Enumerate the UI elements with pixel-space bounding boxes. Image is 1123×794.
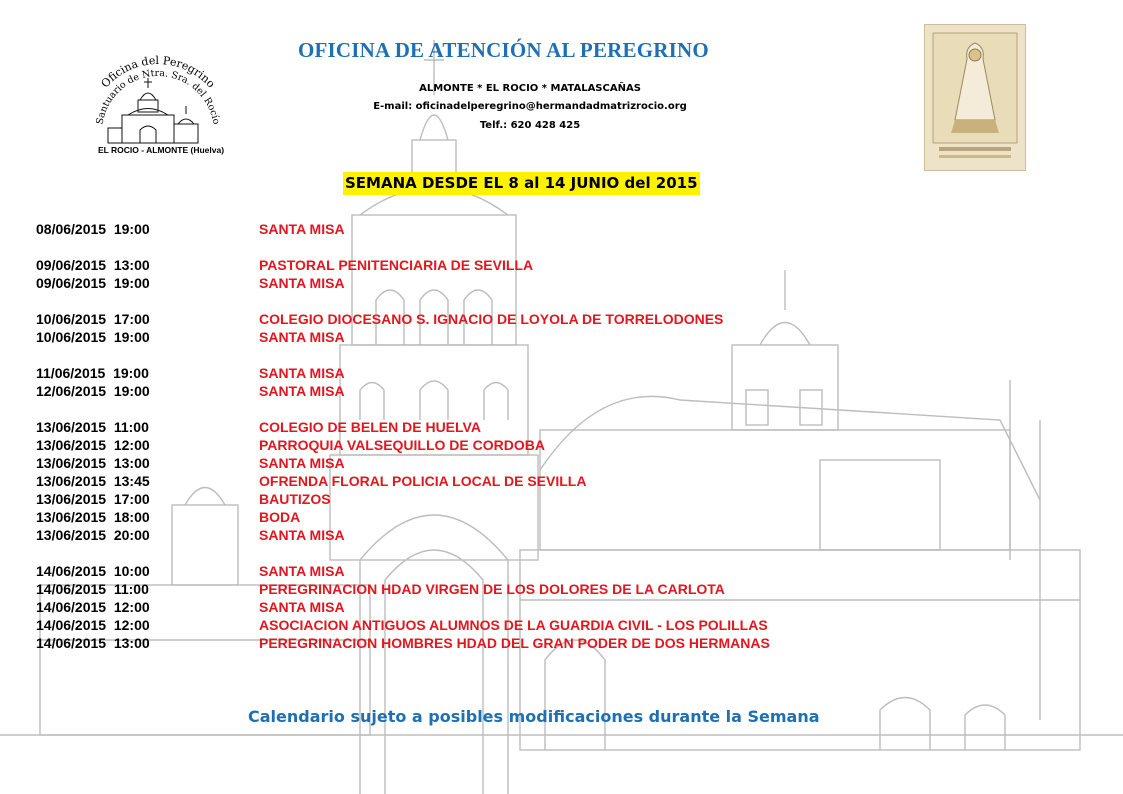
sanctuary-logo-icon xyxy=(78,40,238,160)
schedule-event: OFRENDA FLORAL POLICIA LOCAL DE SEVILLA xyxy=(259,473,587,489)
schedule-datetime: 13/06/2015 13:45 xyxy=(36,473,150,489)
schedule-event: ASOCIACION ANTIGUOS ALUMNOS DE LA GUARDIA CIVIL - LOS POLILLAS xyxy=(259,617,768,633)
schedule-event: SANTA MISA xyxy=(259,599,345,615)
schedule-event: PEREGRINACION HOMBRES HDAD DEL GRAN PODER DE DOS HERMANAS xyxy=(259,635,770,651)
schedule-datetime: 08/06/2015 19:00 xyxy=(36,221,150,237)
schedule-datetime: 13/06/2015 17:00 xyxy=(36,491,150,507)
email-line: E-mail: oficinadelperegrino@hermandadmatrizrocio.org xyxy=(373,101,687,112)
schedule-datetime: 11/06/2015 19:00 xyxy=(36,365,149,381)
logo-arc-text-2: Santuario de Ntra. Sra. del Rocío xyxy=(94,67,222,126)
page-title: OFICINA DE ATENCIÓN AL PEREGRINO xyxy=(298,38,709,62)
towns-line: ALMONTE * EL ROCIO * MATALASCAÑAS xyxy=(419,83,641,94)
schedule-datetime: 13/06/2015 18:00 xyxy=(36,509,150,525)
schedule-datetime: 13/06/2015 11:00 xyxy=(36,419,149,435)
schedule-event: BODA xyxy=(259,509,301,525)
schedule-event: BAUTIZOS xyxy=(259,491,331,507)
logo-caption: EL ROCIO - ALMONTE (Huelva) xyxy=(97,145,225,155)
schedule-event: SANTA MISA xyxy=(259,329,345,345)
schedule-event: SANTA MISA xyxy=(259,221,345,237)
schedule-event: SANTA MISA xyxy=(259,365,345,381)
schedule-datetime: 14/06/2015 13:00 xyxy=(36,635,150,651)
schedule-datetime: 09/06/2015 13:00 xyxy=(36,257,150,273)
schedule-event: SANTA MISA xyxy=(259,455,345,471)
logo-arc-text: Oficina del Peregrino xyxy=(98,54,218,91)
schedule-event: SANTA MISA xyxy=(259,563,345,579)
schedule-event: PASTORAL PENITENCIARIA DE SEVILLA xyxy=(259,257,534,273)
schedule-event: COLEGIO DIOCESANO S. IGNACIO DE LOYOLA DE TORRELODONES xyxy=(259,311,724,327)
schedule-datetime: 14/06/2015 12:00 xyxy=(36,599,150,615)
phone-line: Telf.: 620 428 425 xyxy=(479,120,581,131)
schedule-datetime: 10/06/2015 17:00 xyxy=(36,311,150,327)
schedule-datetime: 10/06/2015 19:00 xyxy=(36,329,150,345)
footer-note: Calendario sujeto a posibles modificaciones durante la Semana xyxy=(248,707,820,726)
schedule-datetime: 14/06/2015 12:00 xyxy=(36,617,150,633)
schedule-event: PEREGRINACION HDAD VIRGEN DE LOS DOLORES DE LA CARLOTA xyxy=(259,581,725,597)
schedule-datetime: 13/06/2015 13:00 xyxy=(36,455,150,471)
schedule-datetime: 09/06/2015 19:00 xyxy=(36,275,150,291)
schedule-event: SANTA MISA xyxy=(259,383,345,399)
schedule-datetime: 13/06/2015 12:00 xyxy=(36,437,150,453)
schedule-event: PARROQUIA VALSEQUILLO DE CORDOBA xyxy=(259,437,545,453)
schedule-datetime: 14/06/2015 11:00 xyxy=(36,581,149,597)
schedule-event: SANTA MISA xyxy=(259,527,345,543)
week-banner: SEMANA DESDE EL 8 al 14 JUNIO del 2015 xyxy=(343,172,700,195)
schedule-datetime: 13/06/2015 20:00 xyxy=(36,527,150,543)
schedule-event: SANTA MISA xyxy=(259,275,345,291)
virgin-rocio-poster-icon xyxy=(924,24,1026,171)
schedule-datetime: 12/06/2015 19:00 xyxy=(36,383,150,399)
schedule-datetime: 14/06/2015 10:00 xyxy=(36,563,150,579)
schedule-event: COLEGIO DE BELEN DE HUELVA xyxy=(259,419,481,435)
